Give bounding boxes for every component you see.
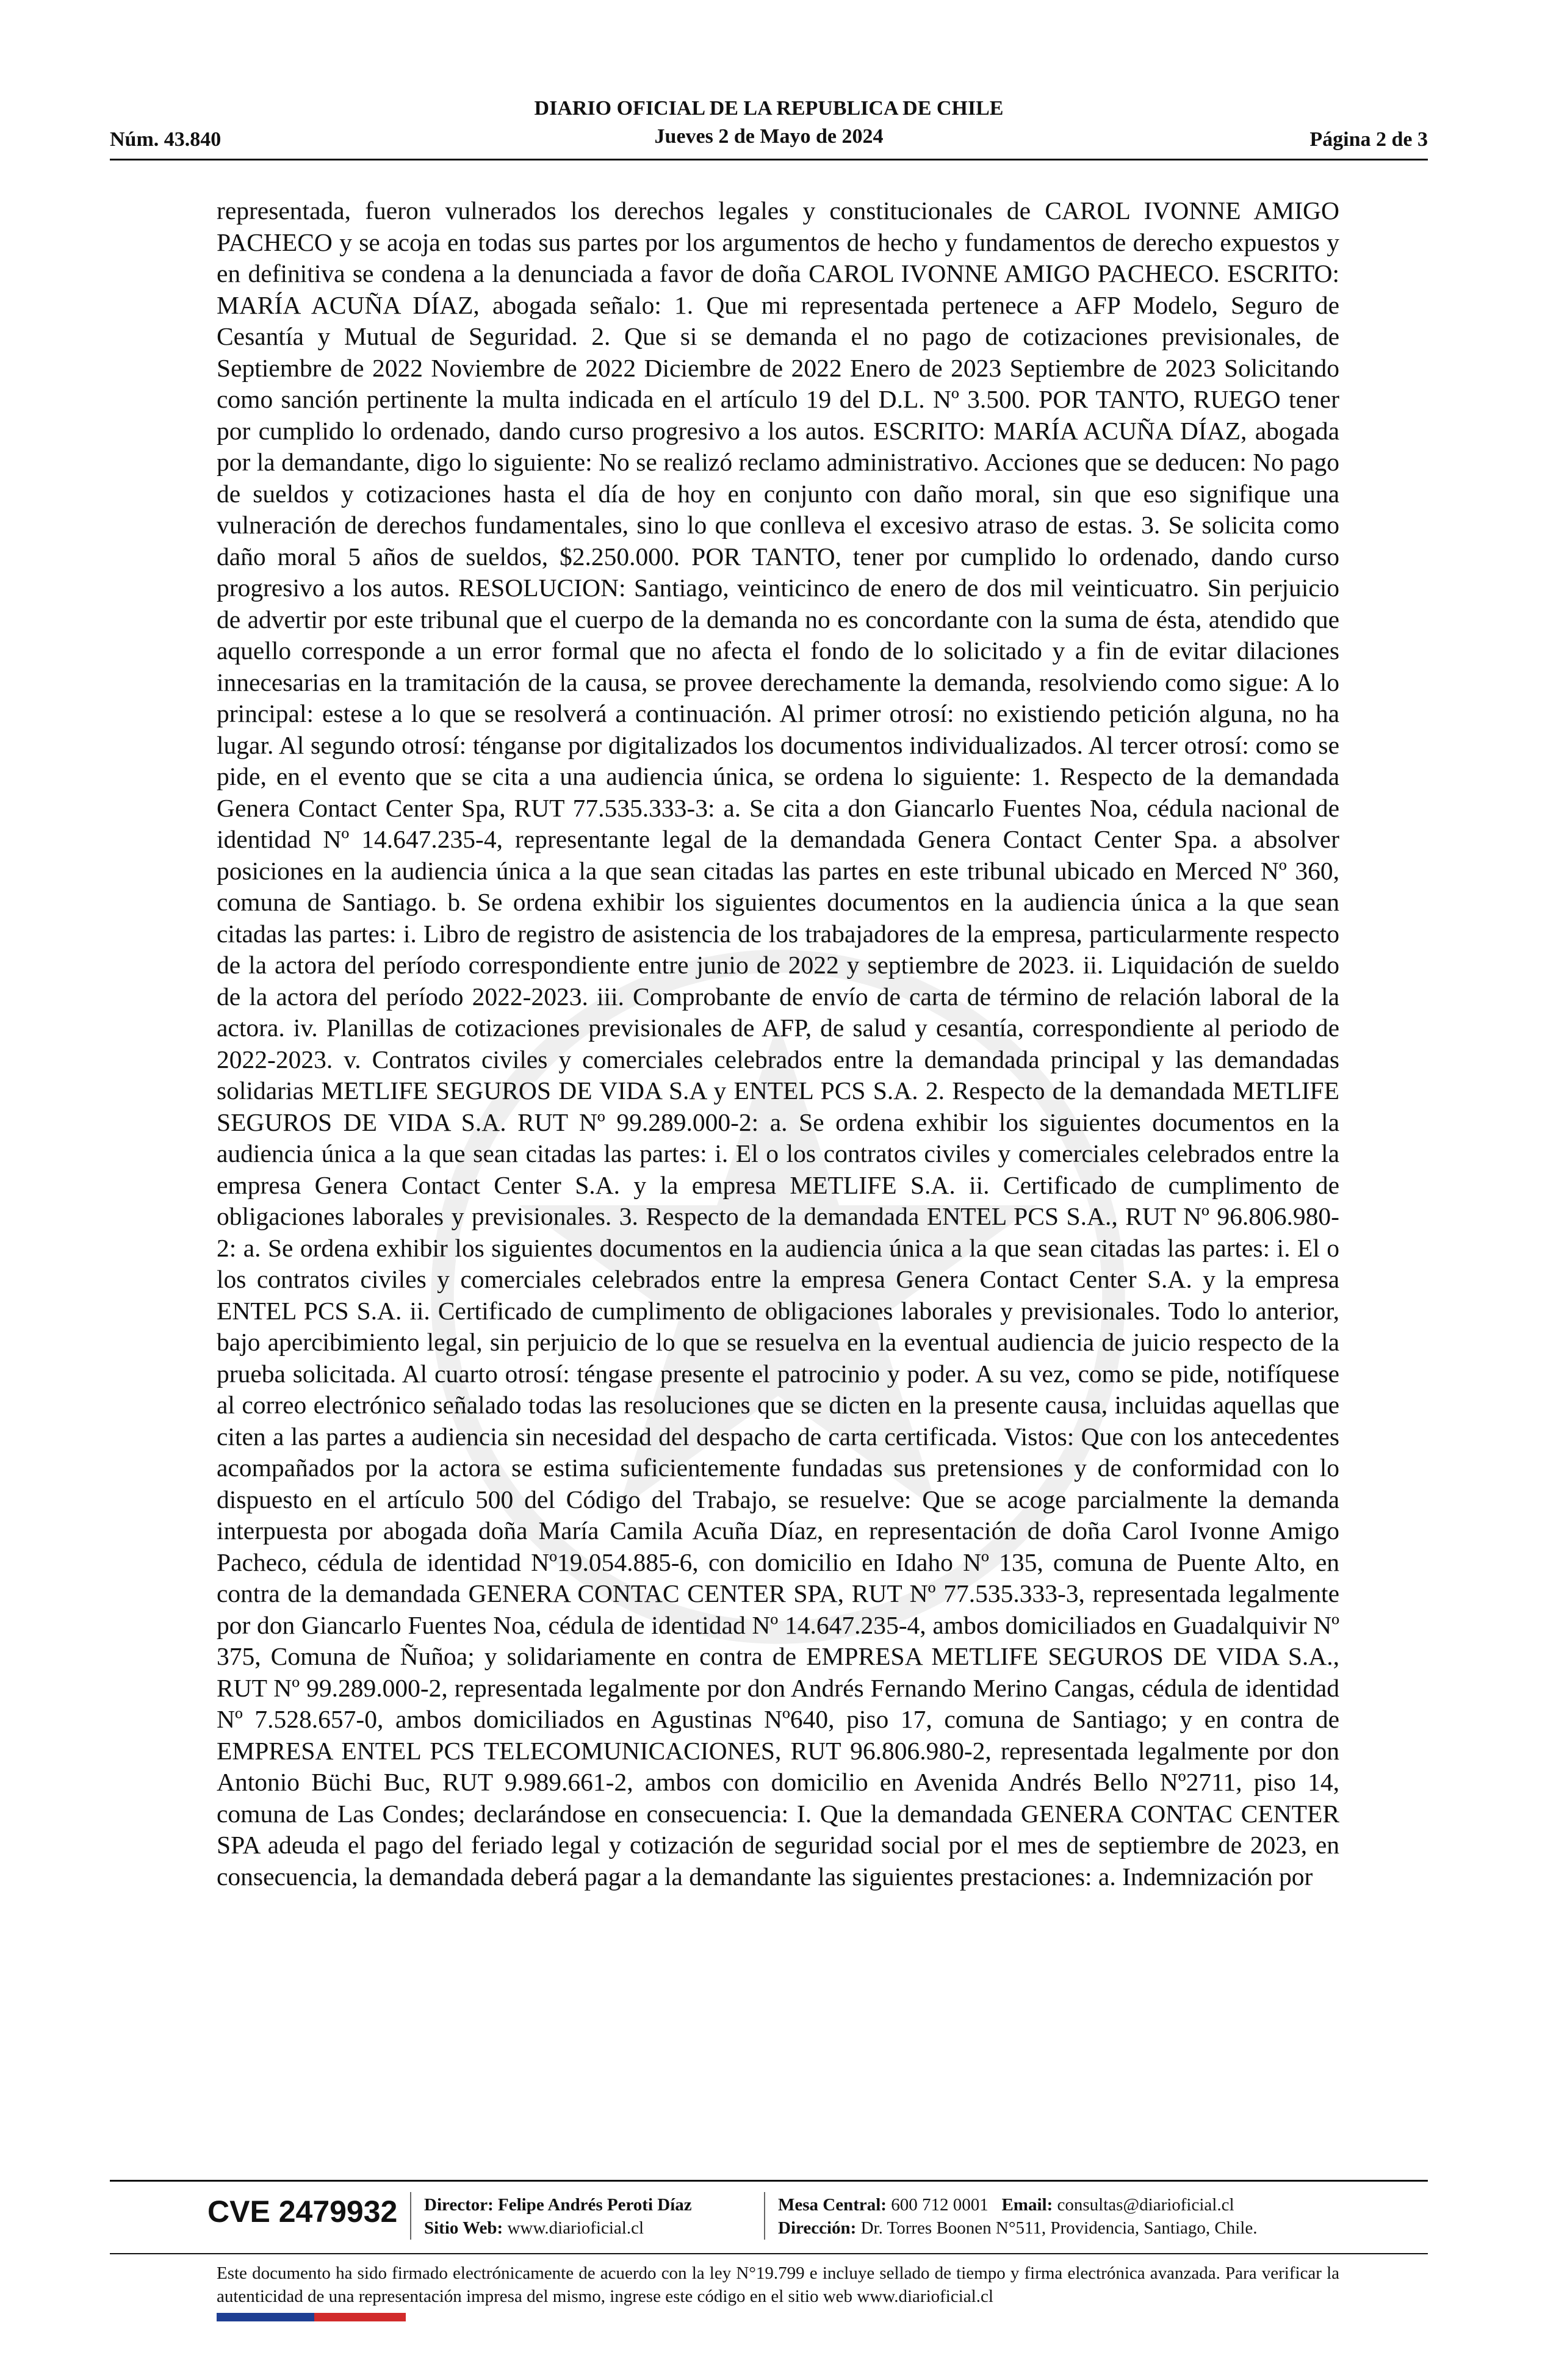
director-label: Director: xyxy=(424,2195,494,2215)
issue-number: Núm. 43.840 xyxy=(110,128,222,151)
signature-disclaimer: Este documento ha sido firmado electrónicamente de acuerdo con la ley N°19.799 e incluye sellado de tiempo y firma electrónica avanzada. Para verificar la autenticidad de una representación impresa del mismo, ingrese este código en el sitio web www.diarioficial.cl xyxy=(217,2263,1339,2306)
footer-separator xyxy=(764,2192,765,2240)
masthead-date: Jueves 2 de Mayo de 2024 xyxy=(654,125,884,148)
document-body: representada, fueron vulnerados los derechos legales y constitucionales de CAROL IVONNE AMIGO PACHECO y se acoja en todas sus partes por los argumentos de hecho y fundamentos de derecho expuestos y en definitiva se condena a la denunciada a favor de doña CAROL IVONNE AMIGO PACHECO. ESCRITO: MARÍA ACUÑA DÍAZ, abogada señalo: 1. Que mi representada pertenece a AFP Modelo, Seguro de Cesantía y Mutual de Seguridad. 2. Que si se demanda el no pago de cotizaciones previsionales, de Septiembre de 2022 Noviembre de 2022 Diciembre de 2022 Enero de 2023 Septiembre de 2023 Solicitando como sanción pertinente la multa indicada en el artículo 19 del D.L. Nº 3.500. POR TANTO, RUEGO tener por cumplido lo ordenado, dando curso progresivo a los autos. ESCRITO: MARÍA ACUÑA DÍAZ, abogada por la demandante, digo lo siguiente: No se realizó reclamo administrativo. Acciones que se deducen: No pago de sueldos y cotizaciones hasta el día de hoy en conjunto con daño moral, sin que eso signifique una vulneración de derechos fundamentales, sino lo que conlleva el excesivo atraso de estas. 3. Se solicita como daño moral 5 años de sueldos, $2.250.000. POR TANTO, tener por cumplido lo ordenado, dando curso progresivo a los autos. RESOLUCION: Santiago, veinticinco de enero de dos mil veinticuatro. Sin perjuicio de advertir por este tribunal que el cuerpo de la demanda no es concordante con la suma de ésta, atendido que aquello corresponde a un error formal que no afecta el fondo de lo solicitado y a fin de evitar dilaciones innecesarias en la tramitación de la causa, se provee derechamente la demanda, resolviendo como sigue: A lo principal: estese a lo que se resolverá a continuación. Al primer otrosí: no existiendo petición alguna, no ha lugar. Al segundo otrosí: ténganse por digitalizados los documentos individualizados. Al tercer otrosí: como se pide, en el evento que se cita a una audiencia única, se ordena lo siguiente: 1. Respecto de la demandada Genera Contact Center Spa, RUT 77.535.333-3: a. Se cita a don Giancarlo Fuentes Noa, cédula nacional de identidad Nº 14.647.235-4, representante legal de la demandada Genera Contact Center Spa. a absolver posiciones en la audiencia única a la que sean citadas las partes en este tribunal ubicado en Merced Nº 360, comuna de Santiago. b. Se ordena exhibir los siguientes documentos en la audiencia única a la que sean citadas las partes: i. Libro de registro de asistencia de los trabajadores de la empresa, particularmente respecto de la actora del período correspondiente entre junio de 2022 y septiembre de 2023. ii. Liquidación de sueldo de la actora del período 2022-2023. iii. Comprobante de envío de carta de término de relación laboral de la actora. iv. Planillas de cotizaciones previsionales de AFP, de salud y cesantía, correspondiente al periodo de 2022-2023. v. Contratos civiles y comerciales celebrados entre la demandada principal y las demandadas solidarias METLIFE SEGUROS DE VIDA S.A y ENTEL PCS S.A. 2. Respecto de la demandada METLIFE SEGUROS DE VIDA S.A. RUT Nº 99.289.000-2: a. Se ordena exhibir los siguientes documentos en la audiencia única a la que sean citadas las partes: i. El o los contratos civiles y comerciales celebrados entre la empresa Genera Contact Center S.A. y la empresa METLIFE S.A. ii. Certificado de cumplimento de obligaciones laborales y previsionales. 3. Respecto de la demandada ENTEL PCS S.A., RUT Nº 96.806.980-2: a. Se ordena exhibir los siguientes documentos en la audiencia única a la que sean citadas las partes: i. El o los contratos civiles y comerciales celebrados entre la empresa Genera Contact Center S.A. y la empresa ENTEL PCS S.A. ii. Certificado de cumplimento de obligaciones laborales y previsionales. Todo lo anterior, bajo apercibimiento legal, sin perjuicio de lo que se resuelva en la eventual audiencia de juicio respecto de la prueba solicitada. Al cuarto otrosí: téngase presente el patrocinio y poder. A su vez, como se pide, notifíquese al correo electrónico señalado todas las resoluciones que se dicten en la presente causa, incluidas aquellas que citen a las partes a audiencia sin necesidad del despacho de carta certificada. Vistos: Que con los antecedentes acompañados por la actora se estima suficientemente fundadas sus pretensiones y de conformidad con lo dispuesto en el artículo 500 del Código del Trabajo, se resuelve: Que se acoge parcialmente la demanda interpuesta por abogada doña María Camila Acuña Díaz, en representación de doña Carol Ivonne Amigo Pacheco, cédula de identidad Nº19.054.885-6, con domicilio en Idaho Nº 135, comuna de Puente Alto, en contra de la demandada GENERA CONTAC CENTER SPA, RUT Nº 77.535.333-3, representada legalmente por don Giancarlo Fuentes Noa, cédula de identidad Nº 14.647.235-4, ambos domiciliados en Guadalquivir Nº 375, Comuna de Ñuñoa; y solidariamente en contra de EMPRESA METLIFE SEGUROS DE VIDA S.A., RUT Nº 99.289.000-2, representada legalmente por don Andrés Fernando Merino Cangas, cédula de identidad Nº 7.528.657-0, ambos domiciliados en Agustinas Nº640, piso 17, comuna de Santiago; y en contra de EMPRESA ENTEL PCS TELECOMUNICACIONES, RUT 96.806.980-2, representada legalmente por don Antonio Büchi Buc, RUT 9.989.661-2, ambos con domicilio en Avenida Andrés Bello Nº2711, piso 14, comuna de Las Condes; declarándose en consecuencia: I. Que la demandada GENERA CONTAC CENTER SPA adeuda el pago del feriado legal y cotización de seguridad social por el mes de septiembre de 2023, en consecuencia, la demandada deberá pagar a la demandante las siguientes prestaciones: a. Indemnización por xyxy=(217,197,1339,1891)
footer-divider-bottom xyxy=(110,2253,1428,2254)
masthead-title: DIARIO OFICIAL DE LA REPUBLICA DE CHILE xyxy=(534,97,1004,120)
mesa-phone: 600 712 0001 xyxy=(891,2195,989,2215)
cve-code: CVE 2479932 xyxy=(207,2194,398,2229)
footer-contact-block xyxy=(778,2193,1257,2240)
email-label: Email: xyxy=(1001,2195,1053,2215)
email-link[interactable]: consultas@diarioficial.cl xyxy=(1057,2195,1234,2215)
director-name: Felipe Andrés Peroti Díaz xyxy=(498,2195,692,2215)
footer-divider-top xyxy=(110,2180,1428,2182)
flag-red-segment xyxy=(314,2313,406,2321)
footer-director-block xyxy=(424,2193,692,2240)
header-divider xyxy=(110,159,1428,160)
address-value: Dr. Torres Boonen N°511, Providencia, Santiago, Chile. xyxy=(860,2218,1258,2238)
chile-flag-bar xyxy=(217,2313,406,2321)
page-header xyxy=(110,95,1428,159)
footer-separator xyxy=(410,2192,411,2240)
website-label: Sitio Web: xyxy=(424,2218,503,2238)
mesa-label: Mesa Central: xyxy=(778,2195,887,2215)
page-number: Página 2 de 3 xyxy=(1309,128,1428,151)
website-link[interactable]: www.diarioficial.cl xyxy=(507,2218,644,2238)
flag-blue-segment xyxy=(217,2313,314,2321)
address-label: Dirección: xyxy=(778,2218,857,2238)
masthead xyxy=(110,95,1428,151)
